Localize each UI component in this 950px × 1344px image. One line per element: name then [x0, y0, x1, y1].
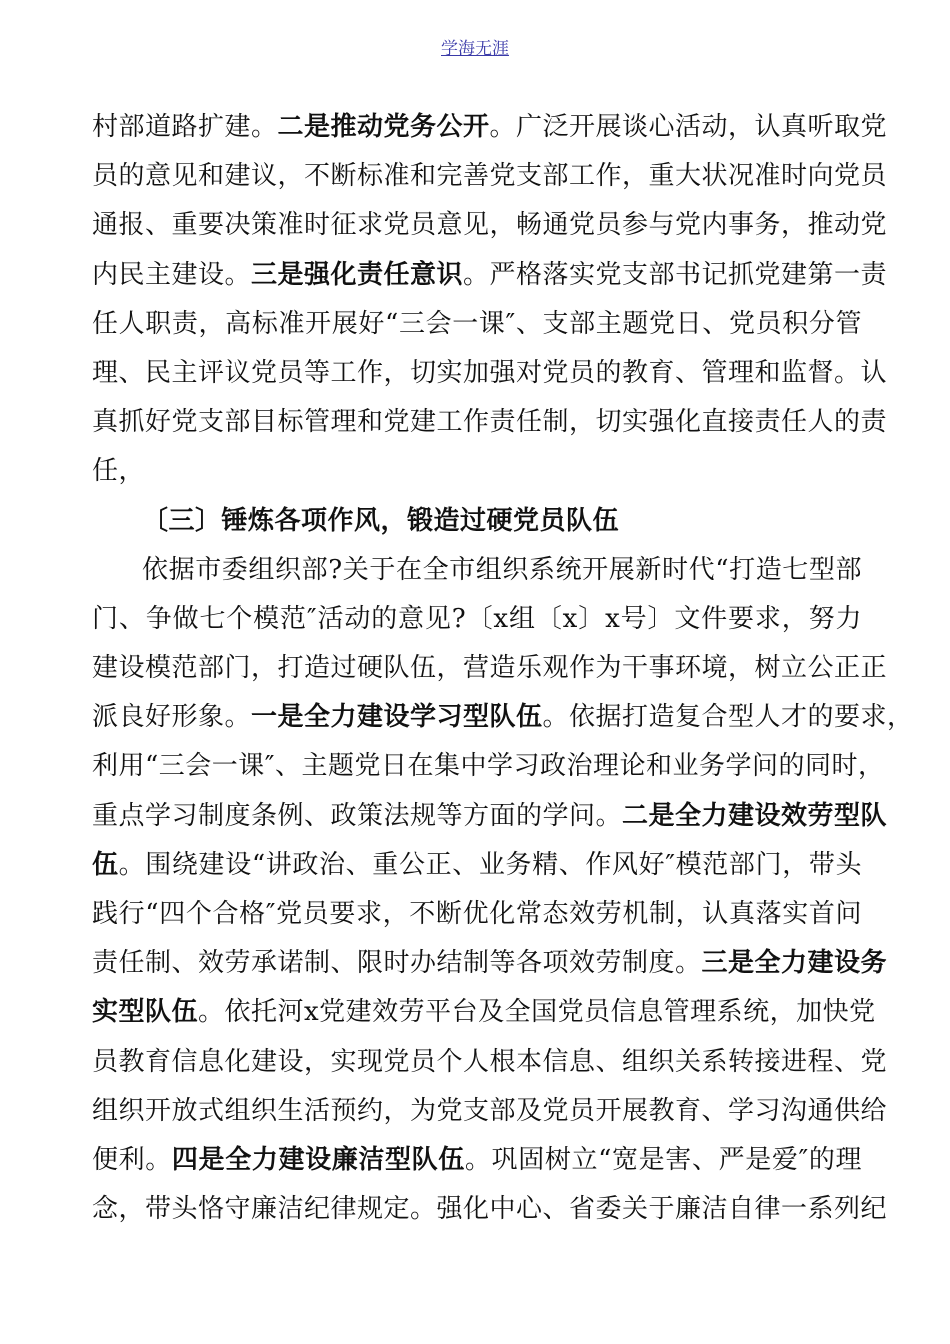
- text-line: 理、民主评议党员等工作，切实加强对党员的教育、管理和监督。认: [92, 357, 888, 388]
- document-body: [92, 103, 914, 1234]
- header-link[interactable]: 学海无涯: [441, 39, 509, 59]
- text-line: 员教育信息化建设，实现党员个人根本信息、组织关系转接进程、党: [92, 1046, 888, 1077]
- text-line: 任，: [92, 456, 146, 487]
- text-line: 实型队伍。依托河x党建效劳平台及全国党员信息管理系统，加快党: [92, 997, 876, 1028]
- text-line: 任人职责，高标准开展好“三会一课″、支部主题党日、党员积分管: [92, 308, 862, 339]
- text-line: 派良好形象。一是全力建设学习型队伍。依据打造复合型人才的要求，: [92, 702, 914, 733]
- text-line: 践行“四个合格″党员要求，不断优化常态效劳机制，认真落实首问: [92, 899, 862, 929]
- text-line: 念，带头恪守廉洁纪律规定。强化中心、省委关于廉洁自律一系列纪: [92, 1194, 888, 1225]
- text-line: 通报、重要决策准时征求党员意见，畅通党员参与党内事务，推动党: [92, 210, 888, 241]
- text-line: 组织开放式组织生活预约，为党支部及党员开展教育、学习沟通供给: [92, 1095, 888, 1126]
- text-line: 真抓好党支部目标管理和党建工作责任制，切实强化直接责任人的责: [92, 407, 888, 438]
- page-header: [0, 38, 950, 60]
- paragraph-1: [92, 103, 888, 497]
- text-line: 村部道路扩建。二是推动党务公开。广泛开展谈心活动，认真听取党: [92, 112, 888, 142]
- text-line: 建设模范部门，打造过硬队伍，营造乐观作为干事环境，树立公正正: [92, 653, 888, 684]
- text-line: 员的意见和建议，不断标准和完善党支部工作，重大状况准时向党员: [92, 161, 888, 192]
- text-line: 伍。围绕建设“讲政治、重公正、业务精、作风好″模范部门，带头: [92, 849, 862, 880]
- text-line: 依据市委组织部?关于在全市组织系统开展新时代“打造七型部: [142, 554, 862, 585]
- text-line: 门、争做七个模范″活动的意见?〔x组〔x〕x号〕文件要求，努力: [92, 603, 862, 634]
- text-line: 内民主建设。三是强化责任意识。严格落实党支部书记抓党建第一责: [92, 259, 888, 290]
- text-line: 便利。四是全力建设廉洁型队伍。巩固树立“宽是害、严是爱″的理: [92, 1144, 862, 1175]
- text-line: 重点学习制度条例、政策法规等方面的学问。二是全力建设效劳型队: [92, 800, 888, 831]
- section-heading: 〔三〕锤炼各项作风，锻造过硬党员队伍: [142, 505, 620, 536]
- text-line: 责任制、效劳承诺制、限时办结制等各项效劳制度。三是全力建设务: [92, 948, 888, 979]
- text-line: 利用“三会一课″、主题党日在集中学习政治理论和业务学问的同时，: [92, 751, 885, 782]
- paragraph-2: [92, 546, 914, 1235]
